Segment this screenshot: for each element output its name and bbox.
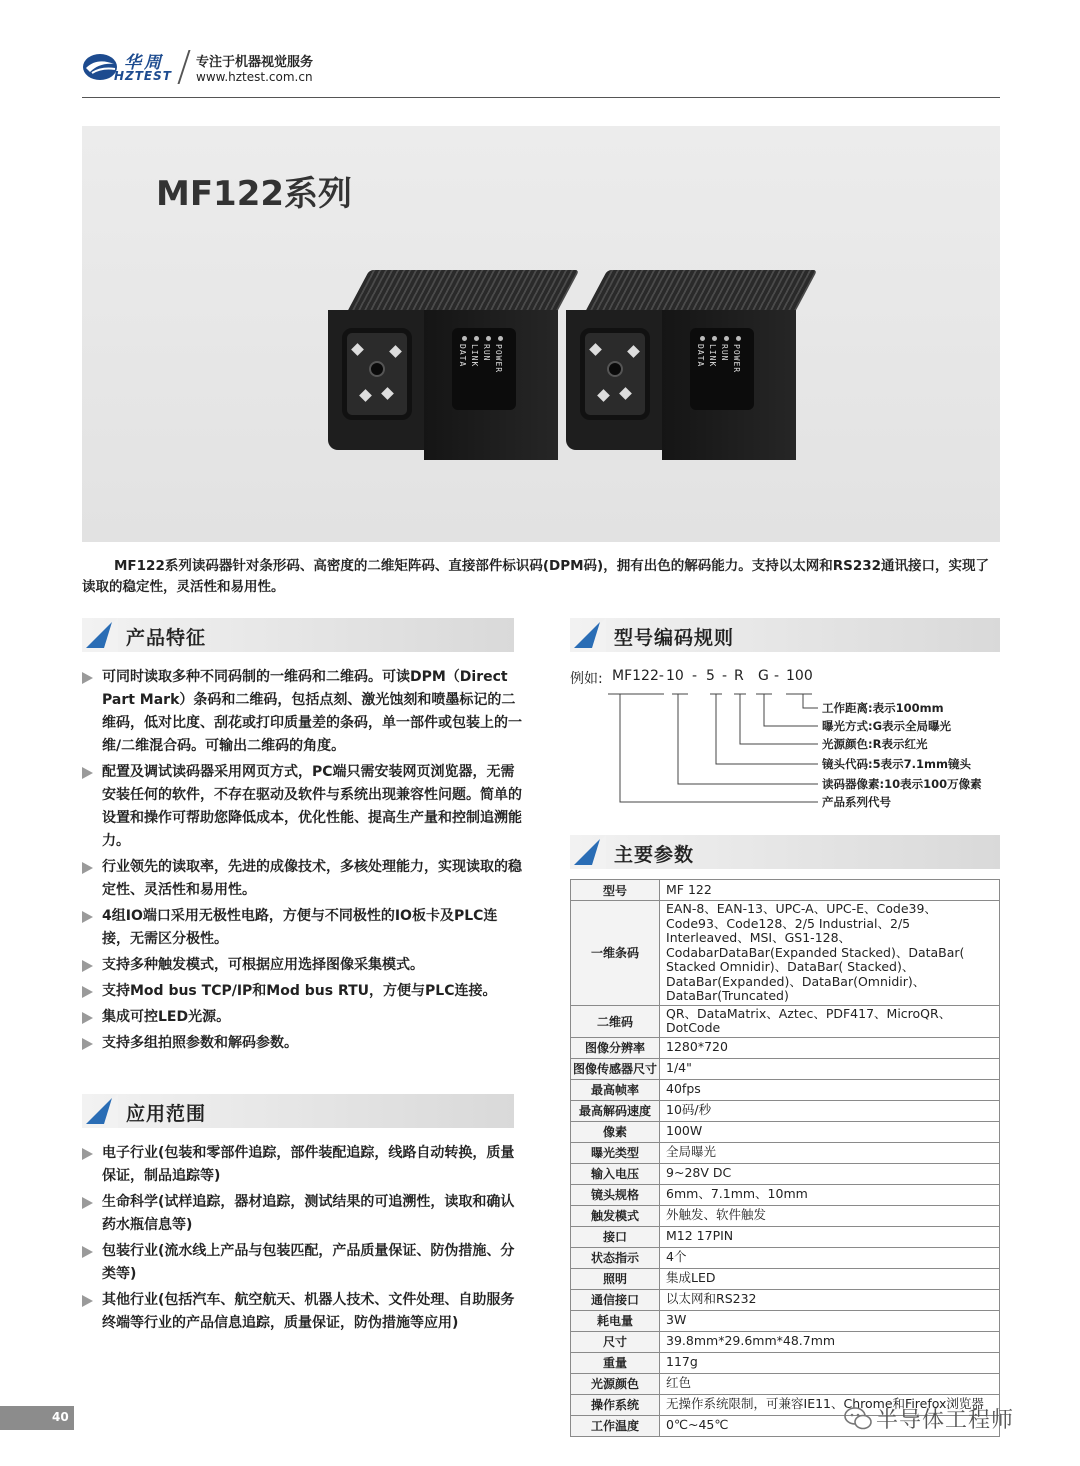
watermark-text: 半导体工程师 — [876, 1408, 1015, 1433]
param-value: 外触发、软件触发 — [660, 1205, 1000, 1226]
param-key: 耗电量 — [571, 1310, 660, 1331]
param-key: 状态指示 — [571, 1247, 660, 1268]
product-hero — [82, 126, 1000, 542]
param-value: 1/4" — [660, 1058, 1000, 1079]
param-row — [571, 1205, 1000, 1226]
param-value: 10码/秒 — [660, 1100, 1000, 1121]
param-key: 触发模式 — [571, 1205, 660, 1226]
feature-item-text: 支持多组拍照参数和解码参数。 — [102, 1035, 298, 1051]
feature-item-text: 可同时读取多种不同码制的一维码和二维码。可读DPM（Direct Part Mark）条码和二维码，包括点刻、激光蚀刻和喷墨标记的二维码，低对比度、刮花或打印质量差的条码，单一部件或包装上的一维/二维混合码。可输出二维码的角度。 — [102, 669, 522, 754]
section-header-model-rule — [570, 618, 1000, 652]
section-title: 型号编码规则 — [614, 627, 735, 649]
device-label-power: POWER — [732, 344, 741, 374]
feature-item-text: 行业领先的读取率，先进的成像技术，多核处理能力，实现读取的稳定性、灵活性和易用性。 — [102, 859, 522, 898]
feature-item — [82, 1006, 522, 1029]
param-value: 4个 — [660, 1247, 1000, 1268]
param-row — [571, 1310, 1000, 1331]
feature-item — [82, 666, 522, 758]
param-value: 40fps — [660, 1079, 1000, 1100]
section-triangle-icon — [570, 835, 606, 869]
param-key: 接口 — [571, 1226, 660, 1247]
application-item — [82, 1289, 522, 1335]
section-title: 应用范围 — [126, 1103, 207, 1125]
bullet-arrow-icon — [82, 986, 93, 998]
rule-desc-lens: 镜头代码:5表示7.1mm镜头 — [822, 757, 971, 771]
application-item-text: 生命科学(试样追踪，器材追踪，测试结果的可追溯性，读取和确认药水瓶信息等) — [102, 1194, 515, 1233]
param-row — [571, 1142, 1000, 1163]
feature-item-text: 支持多种触发模式，可根据应用选择图像采集模式。 — [102, 957, 424, 973]
code-part-lens: 5 — [706, 668, 715, 684]
rule-desc-light-color: 光源颜色:R表示红光 — [822, 737, 928, 751]
header-separator — [177, 50, 190, 84]
param-value: MF 122 — [660, 880, 1000, 901]
device-label-data: DATA — [458, 344, 467, 368]
code-part-exposure: G — [758, 668, 769, 684]
application-item — [82, 1191, 522, 1237]
rule-desc-distance: 工作距离:表示100mm — [822, 701, 944, 715]
code-part-distance: 100 — [786, 668, 813, 684]
param-row — [571, 1163, 1000, 1184]
page-number: 40 — [52, 1410, 69, 1424]
features-list — [82, 666, 522, 1058]
rule-desc-exposure: 曝光方式:G表示全局曝光 — [822, 719, 952, 733]
param-row — [571, 1289, 1000, 1310]
param-value: 全局曝光 — [660, 1142, 1000, 1163]
param-row — [571, 1121, 1000, 1142]
device-label-link: LINK — [708, 344, 717, 368]
code-part-series: MF122- — [612, 668, 664, 684]
product-image-right — [566, 270, 796, 460]
header-slogan: 专注于机器视觉服务 — [196, 55, 314, 70]
param-key: 曝光类型 — [571, 1142, 660, 1163]
param-key: 图像传感器尺寸 — [571, 1058, 660, 1079]
param-row — [571, 1079, 1000, 1100]
param-row — [571, 1058, 1000, 1079]
application-item-text: 电子行业(包装和零部件追踪，部件装配追踪，线路自动转换，质量保证，制品追踪等) — [102, 1145, 515, 1184]
application-item-text: 包装行业(流水线上产品与包装匹配，产品质量保证、防伪措施、分类等) — [102, 1243, 515, 1282]
wechat-icon — [844, 1406, 872, 1432]
param-row — [571, 1037, 1000, 1058]
param-key: 光源颜色 — [571, 1373, 660, 1394]
bullet-arrow-icon — [82, 1295, 93, 1307]
hztest-logo-icon — [82, 52, 118, 82]
bullet-arrow-icon — [82, 1246, 93, 1258]
param-row — [571, 1247, 1000, 1268]
device-label-power: POWER — [494, 344, 503, 374]
param-value: 39.8mm*29.6mm*48.7mm — [660, 1331, 1000, 1352]
product-image-left — [328, 270, 558, 460]
bullet-arrow-icon — [82, 1197, 93, 1209]
param-key: 输入电压 — [571, 1163, 660, 1184]
param-key: 最高解码速度 — [571, 1100, 660, 1121]
param-value: 集成LED — [660, 1268, 1000, 1289]
section-title: 主要参数 — [614, 844, 695, 866]
feature-item-text: 4组IO端口采用无极性电路，方便与不同极性的IO板卡及PLC连接，无需区分极性。 — [102, 908, 498, 947]
param-value: EAN-8、EAN-13、UPC-A、UPC-E、Code39、Code93、Code128、2/5 Industrial、2/5 Interleaved、MSI、GS1-128、CodabarDataBar(Expanded Stacked)、DataBar( Stacked Omnidir)、DataBar( Stacked)、DataBar(Expanded)、DataBar(Omnidir)、DataBar(Truncated) — [660, 901, 1000, 1006]
param-key: 重量 — [571, 1352, 660, 1373]
header-website[interactable]: www.hztest.com.cn — [196, 70, 313, 84]
section-header-params — [570, 835, 1000, 869]
param-key: 通信接口 — [571, 1289, 660, 1310]
param-value: 117g — [660, 1352, 1000, 1373]
param-key: 二维码 — [571, 1005, 660, 1037]
param-row — [571, 1005, 1000, 1037]
param-key: 尺寸 — [571, 1331, 660, 1352]
bullet-arrow-icon — [82, 911, 93, 923]
param-row — [571, 1226, 1000, 1247]
section-triangle-icon — [570, 618, 606, 652]
section-header-features — [82, 618, 514, 652]
bullet-arrow-icon — [82, 672, 93, 684]
section-header-applications — [82, 1094, 514, 1128]
code-part-sep: - — [774, 668, 780, 684]
device-label-run: RUN — [720, 344, 729, 362]
param-row — [571, 901, 1000, 1006]
param-value: 3W — [660, 1310, 1000, 1331]
feature-item-text: 支持Mod bus TCP/IP和Mod bus RTU，方便与PLC连接。 — [102, 983, 497, 999]
feature-item — [82, 1032, 522, 1055]
brand-name-cn: 华周 — [124, 53, 164, 73]
rule-desc-series: 产品系列代号 — [822, 795, 891, 809]
param-row — [571, 1331, 1000, 1352]
intro-paragraph: MF122系列读码器针对条形码、高密度的二维矩阵码、直接部件标识码(DPM码)，拥有出色的解码能力。支持以太网和RS232通讯接口，实现了读取的稳定性，灵活性和易用性。 — [82, 558, 990, 595]
param-value: 9~28V DC — [660, 1163, 1000, 1184]
param-value: 0℃~45℃ — [660, 1415, 1000, 1436]
application-item — [82, 1240, 522, 1286]
param-value: 红色 — [660, 1373, 1000, 1394]
param-value: 100W — [660, 1121, 1000, 1142]
params-table — [570, 879, 1000, 1437]
param-row — [571, 1100, 1000, 1121]
code-part-sep: - — [692, 668, 698, 684]
section-triangle-icon — [82, 618, 118, 652]
example-prefix: 例如: — [570, 671, 603, 687]
param-key: 照明 — [571, 1268, 660, 1289]
param-key: 图像分辨率 — [571, 1037, 660, 1058]
param-key: 镜头规格 — [571, 1184, 660, 1205]
param-key: 最高帧率 — [571, 1079, 660, 1100]
param-value: 1280*720 — [660, 1037, 1000, 1058]
param-row — [571, 1352, 1000, 1373]
brand-name-en: HZTEST — [114, 69, 172, 83]
bullet-arrow-icon — [82, 1148, 93, 1160]
feature-item — [82, 905, 522, 951]
param-row — [571, 880, 1000, 901]
feature-item — [82, 856, 522, 902]
bullet-arrow-icon — [82, 767, 93, 779]
param-value: 6mm、7.1mm、10mm — [660, 1184, 1000, 1205]
section-title: 产品特征 — [126, 627, 207, 649]
section-triangle-icon — [82, 1094, 118, 1128]
code-part-sep: - — [722, 668, 728, 684]
param-value: QR、DataMatrix、Aztec、PDF417、MicroQR、DotCode — [660, 1005, 1000, 1037]
param-key: 工作温度 — [571, 1415, 660, 1436]
param-key: 操作系统 — [571, 1394, 660, 1415]
code-part-light-color: R — [734, 668, 744, 684]
param-row — [571, 1373, 1000, 1394]
param-value: 以太网和RS232 — [660, 1289, 1000, 1310]
param-key: 像素 — [571, 1121, 660, 1142]
param-row — [571, 1184, 1000, 1205]
applications-list — [82, 1142, 522, 1338]
feature-item-text: 集成可控LED光源。 — [102, 1009, 231, 1025]
feature-item — [82, 980, 522, 1003]
param-value: M12 17PIN — [660, 1226, 1000, 1247]
param-row — [571, 1268, 1000, 1289]
bullet-arrow-icon — [82, 1012, 93, 1024]
bullet-arrow-icon — [82, 1038, 93, 1050]
feature-item — [82, 954, 522, 977]
device-label-link: LINK — [470, 344, 479, 368]
feature-item-text: 配置及调试读码器采用网页方式，PC端只需安装网页浏览器，无需安装任何的软件，不存在驱动及软件与系统出现兼容性问题。简单的设置和操作可帮助您降低成本，优化性能、提高生产量和控制追溯能力。 — [102, 764, 522, 849]
param-key: 一维条码 — [571, 901, 660, 1006]
device-label-data: DATA — [696, 344, 705, 368]
param-value: 无操作系统限制，可兼容IE11、Chrome和Firefox浏览器 — [660, 1394, 1000, 1415]
application-item-text: 其他行业(包括汽车、航空航天、机器人技术、文件处理、自助服务终端等行业的产品信息追踪，质量保证，防伪措施等应用) — [102, 1292, 515, 1331]
rule-desc-pixels: 读码器像素:10表示100万像素 — [822, 777, 982, 791]
code-part-pixels: 10 — [666, 668, 684, 684]
application-item — [82, 1142, 522, 1188]
device-label-run: RUN — [482, 344, 491, 362]
feature-item — [82, 761, 522, 853]
series-title: MF122系列 — [156, 174, 353, 214]
bullet-arrow-icon — [82, 862, 93, 874]
header-rule — [82, 97, 1000, 98]
param-key: 型号 — [571, 880, 660, 901]
bullet-arrow-icon — [82, 960, 93, 972]
